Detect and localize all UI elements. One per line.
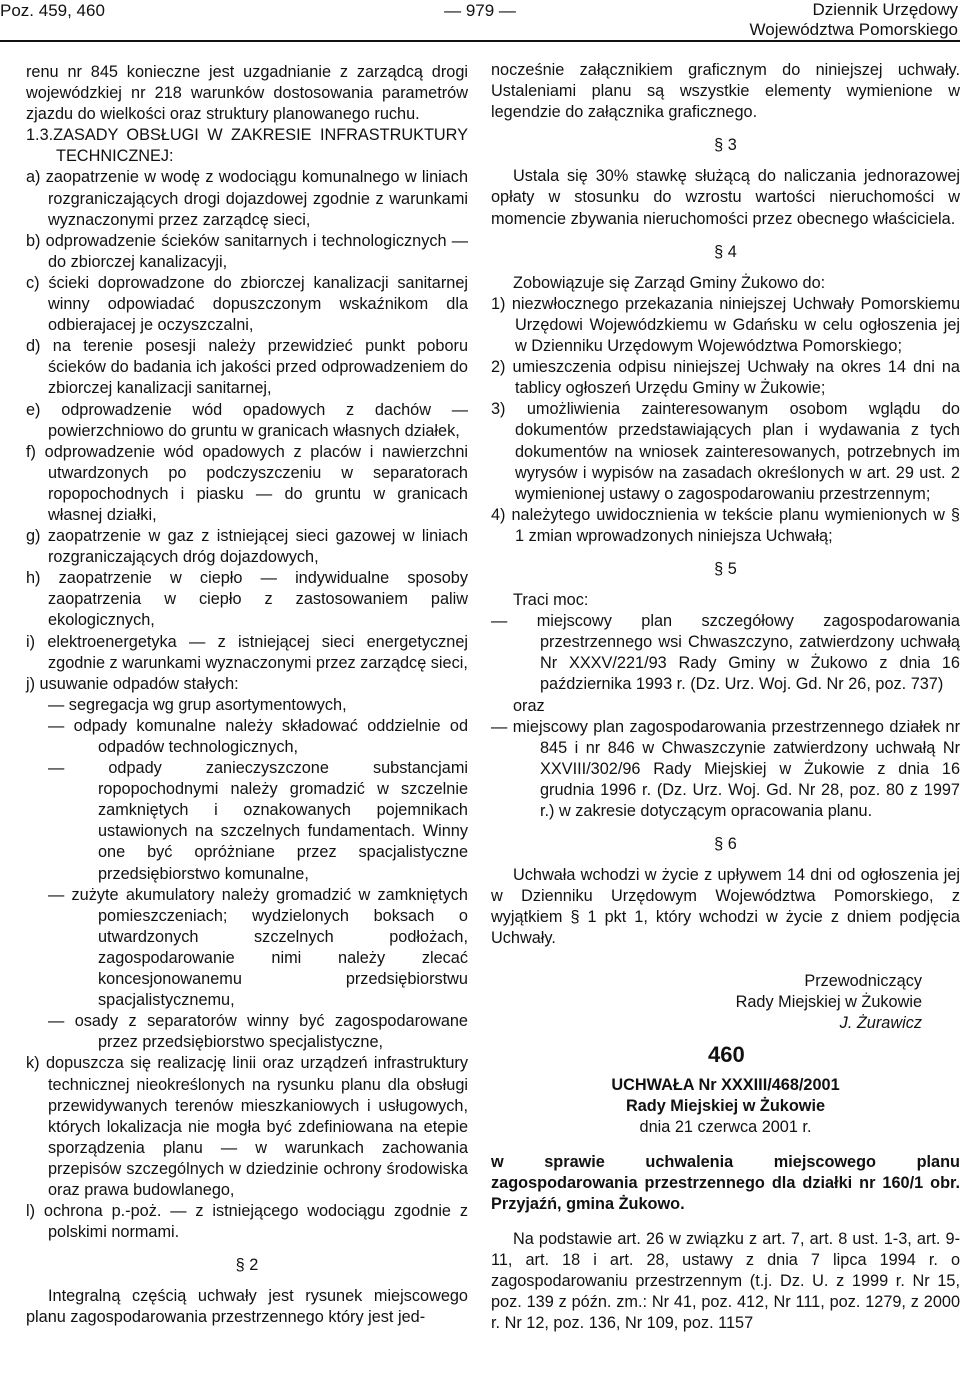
item-j-dash-1: — segregacja wg grup asortymentowych, [48, 695, 347, 714]
item-e: e) odprowadzenie wód opadowych z dachów — powierzchniowo do gruntu w granicach własnych działek, [26, 400, 468, 440]
paragraph-2-text: Integralną częścią uchwały jest rysunek miejscowego planu zagospodarowania przestrzennego który jest jed- [26, 1287, 468, 1327]
page-number: — 979 — [444, 1, 516, 20]
item-g: g) zaopatrzenie w gaz z istniejącej sieci gazowej w liniach rozgraniczających dróg dojazdowych, [26, 527, 468, 567]
item-h: h) zaopatrzenie w ciepło — indywidualne sposoby zaopatrzenia w ciepło z zastosowaniem paliw ekologicznych, [26, 569, 468, 630]
paragraph-5-item-1: — miejscowy plan szczegółowy zagospodarowania przestrzennego wsi Chwaszczyno, zatwierdzony uchwałą Nr XXXV/221/93 Rady Gminy w Żukowo z dnia 16 października 1993 r. (Dz. Urz. Woj. Gd. Nr 26, poz. 737) [491, 612, 960, 694]
journal-title-line2: Województwa Pomorskiego [749, 20, 958, 39]
item-j: j) usuwanie odpadów stałych: [26, 674, 239, 693]
continuation-paragraph: nocześnie załącznikiem graficznym do niniejszej uchwały. Ustaleniami planu są wszystkie elementy wymienione w legendzie do załącznika graficznego. [491, 61, 960, 122]
section-1-3-heading [26, 125, 468, 167]
resolution-body: Rady Miejskiej w Żukowie [625, 1097, 826, 1116]
item-l: l) ochrona p.-poż. — z istniejącego wodociągu zgodnie z polskimi normami. [26, 1202, 468, 1242]
paragraph-4-item-4: 4) należytego uwidocznienia w tekście planu wymienionych w § 1 zmian wprowadzonych niniejsza Uchwałą; [491, 505, 960, 545]
page-header [0, 0, 960, 40]
item-d: d) na terenie posesji należy przewidzieć punkt poboru ścieków do badania ich jakości przed odprowadzeniem do zbiorczej kanalizacji sanitarnej, [26, 337, 468, 398]
item-j-dash-3: — odpady zanieczyszczone substancjami ropopochodnymi należy gromadzić w szczelnie zamkniętych i oznakowanych pojemnikach ustawionych na szczelnych fundamentach. Winny one być opróżniane przez spacjalistyczne przedsiębiorstwo komunalne, [48, 759, 468, 883]
paragraph-2-heading: § 2 [235, 1256, 259, 1275]
right-column [491, 60, 960, 1334]
paragraph-4-heading: § 4 [714, 242, 737, 261]
paragraph-5-intro: Traci moc: [513, 591, 589, 610]
position-number-460: 460 [708, 1041, 745, 1067]
signature-name: J. Żurawicz [839, 1013, 922, 1032]
item-c: c) ścieki doprowadzone do zbiorczej kanalizacji sanitarnej winny odpowiadać dopuszczonym wskaźnikom dla odbierajacej je oczyszczalni, [26, 273, 468, 335]
resolution-title: UCHWAŁA Nr XXXIII/468/2001 [611, 1075, 840, 1094]
item-j-dash-2: — odpady komunalne należy składować oddzielnie od odpadów technologicznych, [48, 716, 468, 756]
position-numbers: Poz. 459, 460 [0, 1, 105, 20]
item-f: f) odprowadzenie wód opadowych z placów i nawierzchni utwardzonych po podczyszczeniu w separatorach ropopochodnych i piasku — do gruntu w granicach własnej działki, [26, 442, 468, 524]
paragraph-3-heading: § 3 [714, 136, 737, 155]
paragraph-5-heading: § 5 [714, 559, 737, 578]
left-column [26, 62, 468, 1329]
paragraph-5-oraz: oraz [513, 696, 545, 715]
item-a: a) zaopatrzenie w wodę z wodociągu komunalnego w liniach rozgraniczających drogi dojazdowej zgodnie z warunkami wyznaczonymi przez zarządcę sieci, [26, 168, 468, 229]
item-k: k) dopuszcza się realizację linii oraz urządzeń infrastruktury technicznej nieokreślonych na rysunku planu dla obsługi przewidywanych terenów mieszkaniowych i usługowych, których lokalizacja nie mogła być zdefiniowana na etepie sporządzenia planu — w warunkach zachowania przepisów szczególnych w dziedzinie ochrony środowiska oraz prawa budowlanego, [26, 1054, 468, 1199]
paragraph-3-text: Ustala się 30% stawkę służącą do naliczania jednorazowej opłaty w stosunku do wzrostu wartości nieruchomości w momencie zbywania nieruchomości przez obecnego właściciela. [491, 167, 960, 228]
item-b: b) odprowadzenie ścieków sanitarnych i technologicznych — do zbiorczej kanalizacyji, [26, 231, 468, 271]
item-j-dash-5: — osady z separatorów winny być zagospodarowane przez przedsiębiorstwo specjalistyczne, [48, 1012, 468, 1052]
paragraph-4-item-2: 2) umieszczenia odpisu niniejszej Uchwały na okres 14 dni na tablicy ogłoszeń Urzędu Gminy w Żukowie; [491, 358, 960, 398]
signature-block [491, 971, 960, 1034]
signature-council: Rady Miejskiej w Żukowie [735, 992, 922, 1011]
signature-role: Przewodniczący [804, 971, 922, 990]
section-number: 1.3. [26, 126, 54, 145]
intro-paragraph: renu nr 845 konieczne jest uzgadnianie z zarządcą drogi wojewódzkiej nr 218 warunków dostosowania parametrów zjazdu do wielkości oraz struktury planowanego ruchu. [26, 63, 468, 124]
resolution-subject: w sprawie uchwalenia miejscowego planu zagospodarowania przestrzennego dla działki nr 160/1 obr. Przyjaźń, gmina Żukowo. [491, 1153, 960, 1214]
paragraph-4-item-1: 1) niezwłocznego przekazania niniejszej Uchwały Pomorskiemu Urzędowi Wojewódzkiemu w Gdańsku w celu ogłoszenia jej w Dzienniku Urzędowym Województwa Pomorskiego; [491, 294, 960, 356]
journal-title-line1: Dziennik Urzędowy [812, 0, 958, 19]
paragraph-5-item-2: — miejscowy plan zagospodarowania przestrzennego działek nr 845 i nr 846 w Chwaszczynie zatwierdzony uchwałą Nr XXVIII/302/96 Rady Miejskiej w Żukowie z dnia 16 grudnia 1996 r. (Dz. Urz. Woj. Gd. Nr 28, poz. 80 z 1997 r.) w zakresie dotyczącym opracowania planu. [491, 717, 960, 820]
paragraph-6-heading: § 6 [714, 835, 737, 854]
item-i: i) elektroenergetyka — z istniejącej sieci energetycznej zgodnie z warunkami wyznaczonymi przez zarządcę sieci, [26, 632, 468, 672]
paragraph-4-item-3: 3) umożliwienia zainteresowanym osobom wglądu do dokumentów przedstawiających plan i wydawania z tych dokumentów na wniosek zainteresowanych, potrzebnych im wyrysów i wypisów na zasadach określonych w art. 29 ust. 2 wymienionej ustawy o zagospodarowaniu przestrzennym; [491, 400, 960, 503]
section-title: ZASADY OBSŁUGI W ZAKRESIE INFRASTRUKTURY TECHNICZNEJ: [53, 126, 468, 166]
paragraph-4-intro: Zobowiązuje się Zarząd Gminy Żukowo do: [513, 273, 826, 292]
header-rule [0, 40, 960, 42]
item-j-dash-4: — zużyte akumulatory należy gromadzić w zamkniętych pomieszczeniach; wydzielonych boksach o utwardzonych szczelnych podłożach, zagospodarowanie nimi należy zlecać koncesjonowanemu przedsiębiorstwu spacjalistycznemu, [48, 885, 468, 1010]
resolution-legal-basis: Na podstawie art. 26 w związku z art. 7, art. 8 ust. 1-3, art. 9-11, art. 18 i art. 28, ustawy z dnia 7 lipca 1994 r. o zagospodarowaniu przestrzennym (t.j. Dz. U. z 1999 r. Nr 15, poz. 139 z późn. zm.: Nr 41, poz. 412, Nr 111, poz. 1279, z 2000 r. Nr 12, poz. 136, Nr 109, poz. 1157 [491, 1229, 960, 1332]
journal-title [750, 0, 959, 40]
resolution-date: dnia 21 czerwca 2001 r. [639, 1118, 812, 1137]
paragraph-6-text: Uchwała wchodzi w życie z upływem 14 dni od ogłoszenia jej w Dzienniku Urzędowym Województwa Pomorskiego, z wyjątkiem § 1 pkt 1, który wchodzi w życie z dniem podjęcia Uchwały. [491, 866, 960, 948]
